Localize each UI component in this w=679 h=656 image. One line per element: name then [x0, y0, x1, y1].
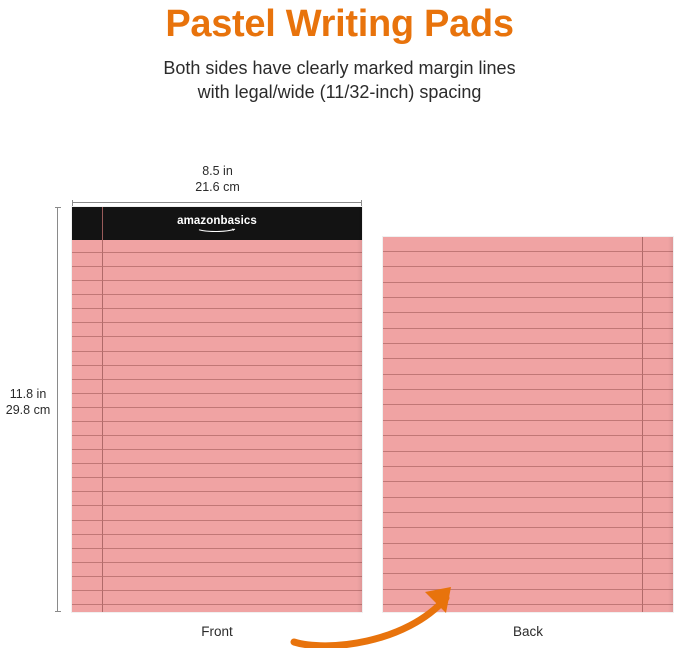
rule-line	[383, 282, 673, 283]
width-measure-cap-right	[361, 200, 362, 206]
rule-line	[72, 336, 362, 337]
rule-line	[72, 477, 362, 478]
page-title: Pastel Writing Pads	[165, 3, 514, 45]
brand-header-strip	[72, 207, 362, 240]
rule-line	[383, 389, 673, 390]
height-dimension-label	[0, 386, 56, 418]
rule-line	[383, 527, 673, 528]
height-measure-cap-top	[55, 207, 61, 208]
rule-line	[72, 407, 362, 408]
rule-line	[72, 266, 362, 267]
rule-line	[72, 491, 362, 492]
rule-line	[383, 328, 673, 329]
brand-logo	[177, 215, 257, 232]
rule-line	[383, 358, 673, 359]
rule-line	[72, 505, 362, 506]
rule-line	[72, 548, 362, 549]
writing-pad-back	[383, 237, 673, 612]
rule-line	[72, 449, 362, 450]
rule-line	[383, 573, 673, 574]
rule-line	[383, 404, 673, 405]
rule-line	[72, 351, 362, 352]
rule-line	[383, 512, 673, 513]
width-measure-rule	[72, 200, 362, 206]
page-edge-shading-back	[668, 237, 673, 612]
brand-swoosh-icon	[194, 228, 240, 232]
width-measure-bar	[72, 202, 362, 203]
rule-line	[72, 562, 362, 563]
height-cm-value: 29.8 cm	[5, 403, 51, 417]
ruled-lines-back	[383, 251, 673, 604]
rule-line	[383, 266, 673, 267]
rule-line	[383, 497, 673, 498]
width-cm-value: 21.6 cm	[195, 180, 240, 194]
rule-line	[72, 322, 362, 323]
height-measure-cap-bottom	[55, 611, 61, 612]
height-inches-value: 11.8 in	[9, 387, 47, 401]
rule-line	[383, 451, 673, 452]
rule-line	[383, 466, 673, 467]
rule-line	[383, 312, 673, 313]
width-dimension-label	[150, 163, 285, 195]
rule-line	[383, 481, 673, 482]
width-measure-cap-left	[72, 200, 73, 206]
rule-line	[72, 393, 362, 394]
rule-line	[383, 435, 673, 436]
caption-back: Back	[512, 624, 543, 639]
brand-text-amazon: amazon	[177, 215, 221, 227]
rule-line	[72, 252, 362, 253]
rule-line	[383, 420, 673, 421]
rule-line	[72, 294, 362, 295]
rule-line	[383, 297, 673, 298]
header	[0, 0, 679, 104]
subtitle-line-1: Both sides have clearly marked margin lines	[163, 58, 516, 78]
rule-line	[72, 280, 362, 281]
rule-line	[72, 534, 362, 535]
rule-line	[72, 463, 362, 464]
writing-pad-front	[72, 207, 362, 612]
rule-line	[383, 251, 673, 252]
rule-line	[72, 435, 362, 436]
page-edge-shading-front	[357, 207, 362, 612]
rule-line	[72, 379, 362, 380]
rule-line	[383, 374, 673, 375]
flip-arrow-icon	[286, 578, 466, 648]
rule-line	[383, 343, 673, 344]
rule-line	[72, 576, 362, 577]
ruled-lines-front	[72, 252, 362, 604]
rule-line	[72, 308, 362, 309]
subtitle-line-2: with legal/wide (11/32-inch) spacing	[197, 82, 482, 102]
brand-text-basics: basics	[220, 215, 257, 227]
width-inches-value: 8.5 in	[202, 164, 233, 178]
rule-line	[72, 520, 362, 521]
caption-front: Front	[201, 624, 233, 639]
height-measure-rule	[55, 207, 61, 612]
height-measure-bar	[57, 207, 58, 612]
rule-line	[383, 558, 673, 559]
rule-line	[72, 365, 362, 366]
rule-line	[72, 421, 362, 422]
page-subtitle	[0, 46, 679, 104]
rule-line	[383, 543, 673, 544]
